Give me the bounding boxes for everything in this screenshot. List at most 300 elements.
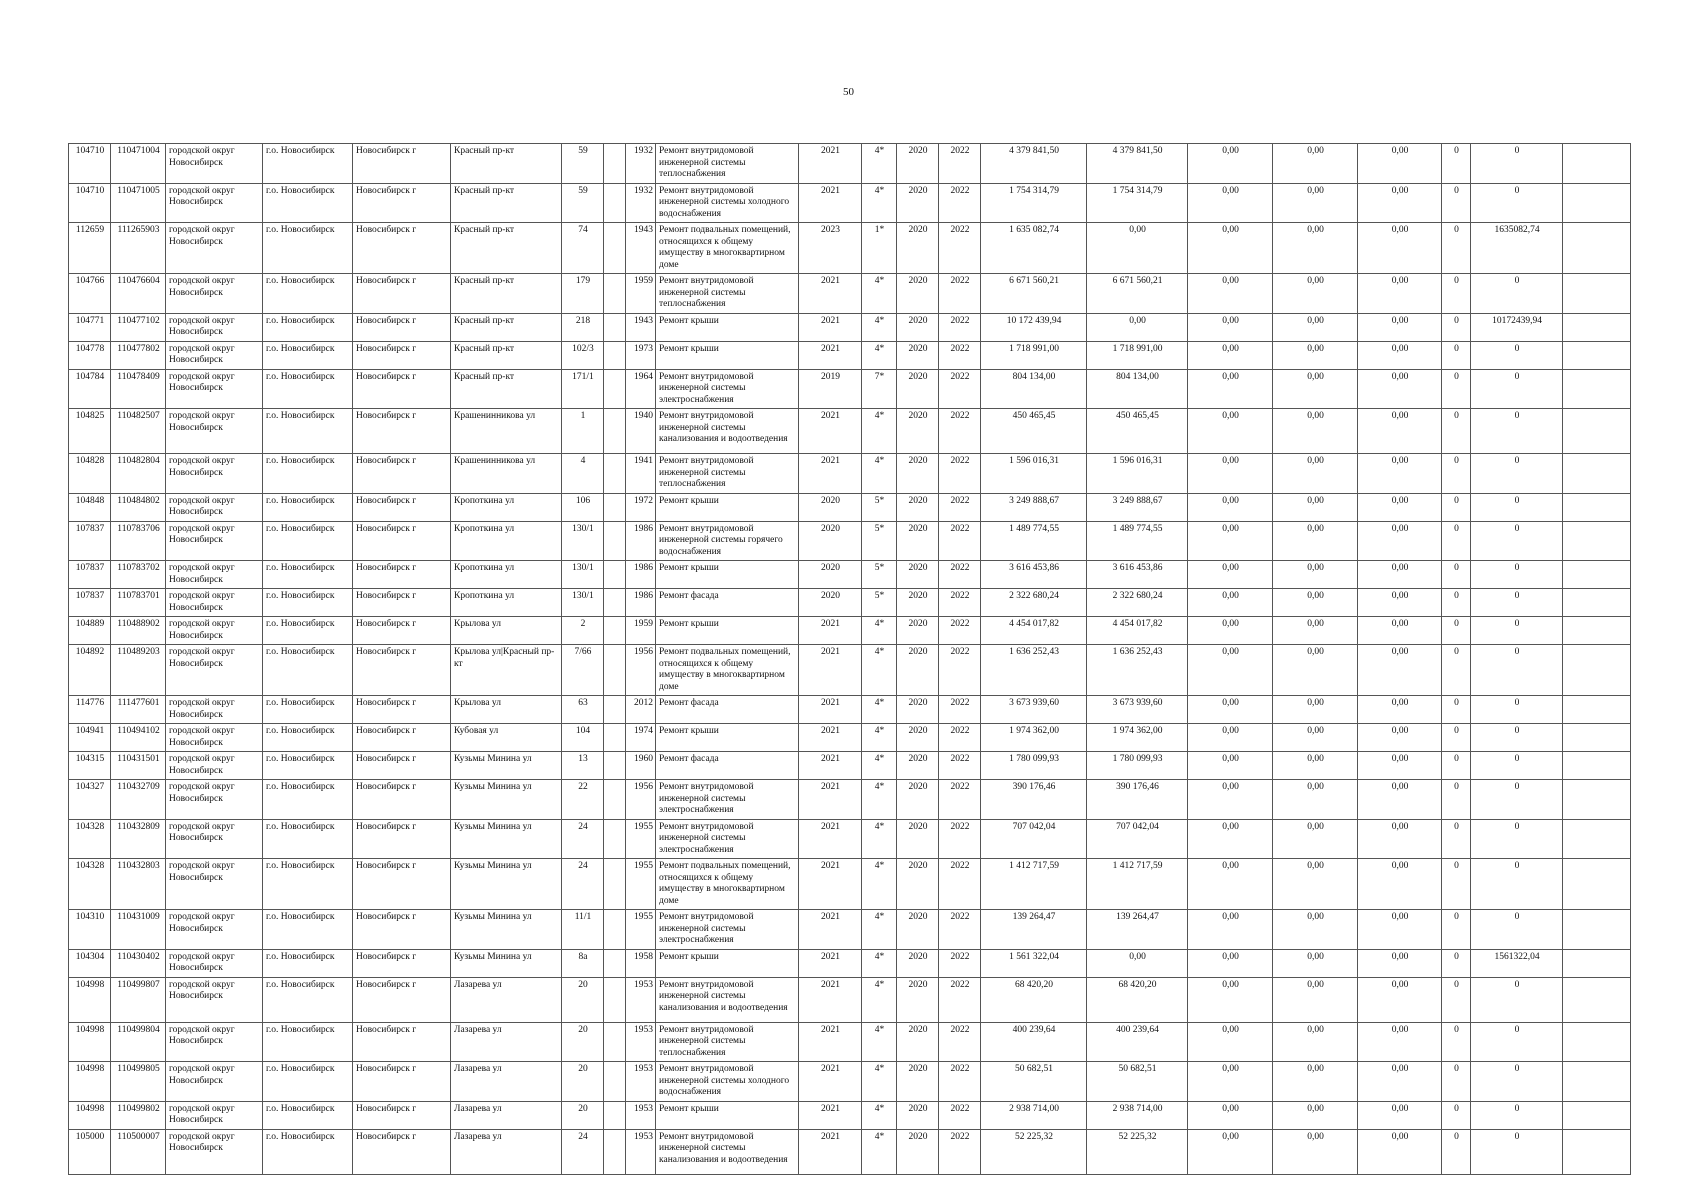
count-cell: 0 [1442,1129,1471,1174]
city-cell: Новосибирск г [353,1129,451,1174]
municipality-cell: городской округ Новосибирск [166,144,263,184]
amount-cell: 0,00 [1188,274,1273,314]
period-end-cell: 2022 [939,493,981,521]
total-cost-cell: 1 489 774,55 [981,521,1087,561]
municipality-cell: городской округ Новосибирск [166,454,263,494]
plan-year-cell: 2020 [799,561,862,589]
amount-cell: 0,00 [1273,752,1358,780]
total-cost-cell: 4 454 017,82 [981,617,1087,645]
municipality-cell: городской округ Новосибирск [166,859,263,910]
build-year-cell: 1953 [626,1022,656,1062]
city-cell: Новосибирск г [353,1062,451,1102]
period-start-cell: 2020 [897,341,939,369]
blank-cell [604,341,626,369]
remainder-cell: 0 [1471,910,1563,950]
total-cost-cell: 1 974 362,00 [981,724,1087,752]
mark-cell: 4* [862,859,897,910]
table-row [69,589,1631,617]
period-end-cell: 2022 [939,780,981,820]
street-cell: Кубовая ул [451,724,562,752]
amount-cell: 0,00 [1358,144,1442,184]
period-start-cell: 2020 [897,589,939,617]
blank-cell [604,1022,626,1062]
region-cell: г.о. Новосибирск [263,949,353,977]
count-cell: 0 [1442,409,1471,454]
remainder-cell: 0 [1471,617,1563,645]
mark-cell: 4* [862,645,897,696]
amount-cell: 0,00 [1358,724,1442,752]
mark-cell: 5* [862,521,897,561]
remainder-cell: 0 [1471,1062,1563,1102]
work-code-cell: 110482804 [111,454,166,494]
mark-cell: 4* [862,144,897,184]
period-start-cell: 2020 [897,561,939,589]
mark-cell: 4* [862,1062,897,1102]
mark-cell: 4* [862,1022,897,1062]
object-id-cell: 107837 [69,521,111,561]
amount-cell: 0,00 [1358,819,1442,859]
municipality-cell: городской округ Новосибирск [166,561,263,589]
build-year-cell: 1958 [626,949,656,977]
blank-cell [604,859,626,910]
municipality-cell: городской округ Новосибирск [166,696,263,724]
period-end-cell: 2022 [939,1022,981,1062]
region-cell: г.о. Новосибирск [263,589,353,617]
remainder-cell: 0 [1471,589,1563,617]
blank-cell [604,949,626,977]
total-cost-cell: 390 176,46 [981,780,1087,820]
street-cell: Красный пр-кт [451,183,562,223]
period-end-cell: 2022 [939,949,981,977]
blank-cell [604,223,626,274]
municipality-cell: городской округ Новосибирск [166,819,263,859]
amount-cell: 0,00 [1358,1129,1442,1174]
period-end-cell: 2022 [939,1101,981,1129]
fund-cost-cell: 3 616 453,86 [1087,561,1188,589]
amount-cell: 0,00 [1273,977,1358,1022]
city-cell: Новосибирск г [353,617,451,645]
region-cell: г.о. Новосибирск [263,369,353,409]
count-cell: 0 [1442,645,1471,696]
region-cell: г.о. Новосибирск [263,910,353,950]
period-end-cell: 2022 [939,696,981,724]
work-type-cell: Ремонт внутридомовой инженерной системы электроснабжения [656,819,799,859]
work-type-cell: Ремонт крыши [656,949,799,977]
period-start-cell: 2020 [897,313,939,341]
amount-cell: 0,00 [1358,183,1442,223]
region-cell: г.о. Новосибирск [263,521,353,561]
period-start-cell: 2020 [897,724,939,752]
build-year-cell: 1955 [626,910,656,950]
amount-cell: 0,00 [1273,409,1358,454]
period-start-cell: 2020 [897,183,939,223]
total-cost-cell: 2 322 680,24 [981,589,1087,617]
street-cell: Красный пр-кт [451,341,562,369]
remainder-cell: 0 [1471,521,1563,561]
municipality-cell: городской округ Новосибирск [166,910,263,950]
amount-cell: 0,00 [1358,454,1442,494]
amount-cell: 0,00 [1188,369,1273,409]
city-cell: Новосибирск г [353,369,451,409]
count-cell: 0 [1442,589,1471,617]
blank-cell [604,521,626,561]
blank-cell [604,1129,626,1174]
table-row [69,859,1631,910]
amount-cell: 0,00 [1188,493,1273,521]
build-year-cell: 1953 [626,1101,656,1129]
blank-cell [1563,645,1631,696]
amount-cell: 0,00 [1188,949,1273,977]
total-cost-cell: 4 379 841,50 [981,144,1087,184]
blank-cell [604,780,626,820]
blank-cell [1563,617,1631,645]
table-row [69,223,1631,274]
house-number-cell: 24 [562,859,604,910]
period-end-cell: 2022 [939,341,981,369]
period-start-cell: 2020 [897,752,939,780]
work-code-cell: 110478409 [111,369,166,409]
amount-cell: 0,00 [1273,589,1358,617]
period-end-cell: 2022 [939,369,981,409]
region-cell: г.о. Новосибирск [263,1022,353,1062]
remainder-cell: 0 [1471,1101,1563,1129]
amount-cell: 0,00 [1273,369,1358,409]
plan-year-cell: 2021 [799,645,862,696]
plan-year-cell: 2020 [799,589,862,617]
build-year-cell: 1943 [626,223,656,274]
amount-cell: 0,00 [1358,696,1442,724]
mark-cell: 4* [862,274,897,314]
amount-cell: 0,00 [1188,561,1273,589]
table-row [69,1022,1631,1062]
work-code-cell: 110476604 [111,274,166,314]
work-code-cell: 110471005 [111,183,166,223]
fund-cost-cell: 1 718 991,00 [1087,341,1188,369]
total-cost-cell: 707 042,04 [981,819,1087,859]
period-start-cell: 2020 [897,859,939,910]
region-cell: г.о. Новосибирск [263,561,353,589]
amount-cell: 0,00 [1188,910,1273,950]
table-row [69,521,1631,561]
work-code-cell: 110489203 [111,645,166,696]
mark-cell: 4* [862,752,897,780]
total-cost-cell: 52 225,32 [981,1129,1087,1174]
amount-cell: 0,00 [1358,561,1442,589]
fund-cost-cell: 3 673 939,60 [1087,696,1188,724]
region-cell: г.о. Новосибирск [263,454,353,494]
table-row [69,341,1631,369]
street-cell: Кузьмы Минина ул [451,819,562,859]
plan-year-cell: 2021 [799,724,862,752]
table-row [69,409,1631,454]
region-cell: г.о. Новосибирск [263,183,353,223]
remainder-cell: 0 [1471,819,1563,859]
work-code-cell: 110431009 [111,910,166,950]
blank-cell [604,274,626,314]
work-type-cell: Ремонт внутридомовой инженерной системы теплоснабжения [656,1022,799,1062]
period-end-cell: 2022 [939,859,981,910]
build-year-cell: 1986 [626,561,656,589]
mark-cell: 7* [862,369,897,409]
count-cell: 0 [1442,183,1471,223]
period-start-cell: 2020 [897,274,939,314]
period-start-cell: 2020 [897,369,939,409]
blank-cell [604,1062,626,1102]
object-id-cell: 105000 [69,1129,111,1174]
municipality-cell: городской округ Новосибирск [166,341,263,369]
city-cell: Новосибирск г [353,223,451,274]
plan-year-cell: 2021 [799,144,862,184]
object-id-cell: 104771 [69,313,111,341]
blank-cell [1563,341,1631,369]
period-start-cell: 2020 [897,645,939,696]
period-end-cell: 2022 [939,521,981,561]
count-cell: 0 [1442,1062,1471,1102]
municipality-cell: городской округ Новосибирск [166,949,263,977]
count-cell: 0 [1442,949,1471,977]
blank-cell [604,493,626,521]
period-start-cell: 2020 [897,1022,939,1062]
table-row [69,645,1631,696]
fund-cost-cell: 2 938 714,00 [1087,1101,1188,1129]
city-cell: Новосибирск г [353,313,451,341]
work-type-cell: Ремонт подвальных помещений, относящихся к общему имуществу в многоквартирном доме [656,645,799,696]
region-cell: г.о. Новосибирск [263,859,353,910]
plan-year-cell: 2021 [799,274,862,314]
period-end-cell: 2022 [939,1129,981,1174]
amount-cell: 0,00 [1358,369,1442,409]
blank-cell [1563,1022,1631,1062]
fund-cost-cell: 2 322 680,24 [1087,589,1188,617]
blank-cell [604,369,626,409]
municipality-cell: городской округ Новосибирск [166,223,263,274]
remainder-cell: 0 [1471,274,1563,314]
period-end-cell: 2022 [939,183,981,223]
street-cell: Лазарева ул [451,977,562,1022]
build-year-cell: 1953 [626,1129,656,1174]
city-cell: Новосибирск г [353,493,451,521]
remainder-cell: 0 [1471,696,1563,724]
object-id-cell: 104710 [69,144,111,184]
work-type-cell: Ремонт подвальных помещений, относящихся к общему имуществу в многоквартирном доме [656,859,799,910]
mark-cell: 4* [862,617,897,645]
fund-cost-cell: 1 412 717,59 [1087,859,1188,910]
total-cost-cell: 3 616 453,86 [981,561,1087,589]
plan-year-cell: 2021 [799,1101,862,1129]
work-type-cell: Ремонт внутридомовой инженерной системы электроснабжения [656,369,799,409]
house-number-cell: 59 [562,144,604,184]
plan-year-cell: 2021 [799,313,862,341]
street-cell: Кропоткина ул [451,561,562,589]
remainder-cell: 0 [1471,724,1563,752]
municipality-cell: городской округ Новосибирск [166,645,263,696]
table-row [69,561,1631,589]
blank-cell [604,977,626,1022]
blank-cell [604,819,626,859]
work-code-cell: 110431501 [111,752,166,780]
amount-cell: 0,00 [1358,409,1442,454]
plan-year-cell: 2020 [799,493,862,521]
count-cell: 0 [1442,1101,1471,1129]
blank-cell [1563,561,1631,589]
remainder-cell: 0 [1471,493,1563,521]
table-row [69,274,1631,314]
fund-cost-cell: 52 225,32 [1087,1129,1188,1174]
amount-cell: 0,00 [1188,696,1273,724]
city-cell: Новосибирск г [353,409,451,454]
blank-cell [1563,313,1631,341]
street-cell: Кузьмы Минина ул [451,859,562,910]
count-cell: 0 [1442,313,1471,341]
table-row [69,780,1631,820]
street-cell: Лазарева ул [451,1062,562,1102]
amount-cell: 0,00 [1273,521,1358,561]
build-year-cell: 1955 [626,819,656,859]
fund-cost-cell: 0,00 [1087,313,1188,341]
blank-cell [1563,696,1631,724]
amount-cell: 0,00 [1188,1101,1273,1129]
work-code-cell: 110499805 [111,1062,166,1102]
work-code-cell: 110471004 [111,144,166,184]
build-year-cell: 1955 [626,859,656,910]
work-code-cell: 110432803 [111,859,166,910]
object-id-cell: 104828 [69,454,111,494]
count-cell: 0 [1442,617,1471,645]
region-cell: г.о. Новосибирск [263,1101,353,1129]
amount-cell: 0,00 [1273,1022,1358,1062]
remainder-cell: 1561322,04 [1471,949,1563,977]
fund-cost-cell: 1 489 774,55 [1087,521,1188,561]
mark-cell: 4* [862,977,897,1022]
blank-cell [1563,910,1631,950]
remainder-cell: 0 [1471,144,1563,184]
blank-cell [604,645,626,696]
work-type-cell: Ремонт подвальных помещений, относящихся к общему имуществу в многоквартирном доме [656,223,799,274]
city-cell: Новосибирск г [353,454,451,494]
mark-cell: 4* [862,313,897,341]
table-row [69,977,1631,1022]
object-id-cell: 104998 [69,1101,111,1129]
house-number-cell: 179 [562,274,604,314]
region-cell: г.о. Новосибирск [263,144,353,184]
house-number-cell: 4 [562,454,604,494]
count-cell: 0 [1442,977,1471,1022]
object-id-cell: 107837 [69,561,111,589]
object-id-cell: 104892 [69,645,111,696]
table-row [69,949,1631,977]
amount-cell: 0,00 [1188,223,1273,274]
fund-cost-cell: 1 754 314,79 [1087,183,1188,223]
amount-cell: 0,00 [1358,493,1442,521]
fund-cost-cell: 390 176,46 [1087,780,1188,820]
total-cost-cell: 400 239,64 [981,1022,1087,1062]
mark-cell: 5* [862,561,897,589]
house-number-cell: 24 [562,819,604,859]
work-type-cell: Ремонт внутридомовой инженерной системы канализования и водоотведения [656,409,799,454]
period-end-cell: 2022 [939,752,981,780]
count-cell: 0 [1442,223,1471,274]
object-id-cell: 104327 [69,780,111,820]
house-number-cell: 20 [562,977,604,1022]
work-code-cell: 110783702 [111,561,166,589]
total-cost-cell: 1 561 322,04 [981,949,1087,977]
blank-cell [604,183,626,223]
object-id-cell: 104941 [69,724,111,752]
city-cell: Новосибирск г [353,1022,451,1062]
object-id-cell: 104998 [69,1062,111,1102]
work-code-cell: 110499804 [111,1022,166,1062]
house-number-cell: 63 [562,696,604,724]
amount-cell: 0,00 [1273,696,1358,724]
period-end-cell: 2022 [939,454,981,494]
period-start-cell: 2020 [897,1062,939,1102]
street-cell: Красный пр-кт [451,274,562,314]
count-cell: 0 [1442,369,1471,409]
blank-cell [1563,1062,1631,1102]
amount-cell: 0,00 [1358,1062,1442,1102]
region-cell: г.о. Новосибирск [263,274,353,314]
region-cell: г.о. Новосибирск [263,752,353,780]
amount-cell: 0,00 [1188,1129,1273,1174]
street-cell: Крашенинникова ул [451,454,562,494]
city-cell: Новосибирск г [353,183,451,223]
region-cell: г.о. Новосибирск [263,780,353,820]
house-number-cell: 13 [562,752,604,780]
region-cell: г.о. Новосибирск [263,1062,353,1102]
mark-cell: 4* [862,183,897,223]
object-id-cell: 104825 [69,409,111,454]
municipality-cell: городской округ Новосибирск [166,977,263,1022]
municipality-cell: городской округ Новосибирск [166,617,263,645]
build-year-cell: 1956 [626,645,656,696]
build-year-cell: 1959 [626,617,656,645]
blank-cell [1563,819,1631,859]
plan-year-cell: 2021 [799,819,862,859]
amount-cell: 0,00 [1273,724,1358,752]
build-year-cell: 1953 [626,1062,656,1102]
street-cell: Кропоткина ул [451,493,562,521]
amount-cell: 0,00 [1188,859,1273,910]
street-cell: Кузьмы Минина ул [451,780,562,820]
plan-year-cell: 2021 [799,454,862,494]
blank-cell [604,696,626,724]
region-cell: г.о. Новосибирск [263,1129,353,1174]
period-end-cell: 2022 [939,144,981,184]
work-code-cell: 110783706 [111,521,166,561]
total-cost-cell: 1 636 252,43 [981,645,1087,696]
city-cell: Новосибирск г [353,561,451,589]
municipality-cell: городской округ Новосибирск [166,369,263,409]
mark-cell: 1* [862,223,897,274]
mark-cell: 4* [862,341,897,369]
count-cell: 0 [1442,561,1471,589]
city-cell: Новосибирск г [353,645,451,696]
remainder-cell: 0 [1471,859,1563,910]
fund-cost-cell: 3 249 888,67 [1087,493,1188,521]
work-type-cell: Ремонт внутридомовой инженерной системы теплоснабжения [656,454,799,494]
house-number-cell: 130/1 [562,589,604,617]
work-type-cell: Ремонт фасада [656,752,799,780]
period-end-cell: 2022 [939,617,981,645]
total-cost-cell: 1 412 717,59 [981,859,1087,910]
object-id-cell: 104310 [69,910,111,950]
build-year-cell: 1932 [626,183,656,223]
house-number-cell: 130/1 [562,521,604,561]
total-cost-cell: 1 596 016,31 [981,454,1087,494]
house-number-cell: 22 [562,780,604,820]
amount-cell: 0,00 [1188,819,1273,859]
work-code-cell: 110477102 [111,313,166,341]
